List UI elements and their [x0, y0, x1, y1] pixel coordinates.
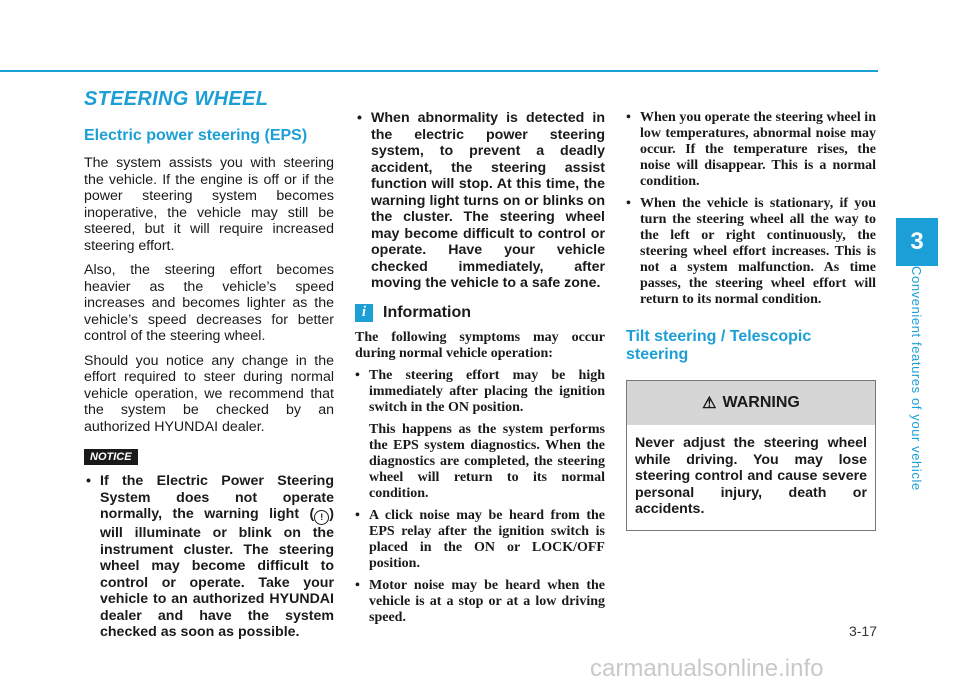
- information-list: [355, 368, 605, 626]
- warning-text: Never adjust the steering wheel while driving. You may lose steering control and cause severe personal injury, death or accidents.: [635, 435, 867, 517]
- chapter-title: Convenient features of your vehicle: [909, 266, 924, 491]
- notice-item-text-after: ) will illuminate or blink on the instrument cluster. The steering wheel may become difficult to control or operate. Take your vehicle to an authorized HYUNDAI dealer and have the system checked as soon as possible.: [100, 506, 334, 640]
- tilt-steering-subtitle: Tilt steering / Telescopic steering: [626, 328, 812, 363]
- eps-paragraph-2: Also, the steering effort becomes heavier as the vehicle’s speed increases and becomes lighter as the vehicle’s speed decreases for better control of the steering wheel.: [84, 262, 334, 344]
- information-item: [355, 368, 605, 502]
- information-icon: i: [355, 304, 373, 322]
- top-rule: [0, 70, 878, 72]
- eps-subtitle: Electric power steering (EPS): [84, 127, 308, 144]
- warning-header: [627, 381, 875, 425]
- warning-label: WARNING: [722, 394, 800, 411]
- information-item-extra: This happens as the system performs the EPS system diagnostics. When the diagnostics are completed, the steering wheel will return to its normal condition.: [369, 421, 605, 501]
- information-list-continued: [626, 110, 876, 308]
- column-2: [355, 110, 605, 632]
- information-item: • Motor noise may be heard when the vehicle is at a stop or at a low driving speed.: [355, 578, 605, 626]
- information-header: [355, 304, 605, 322]
- eps-paragraph-1: The system assists you with steering the vehicle. If the engine is off or if the power steering system becomes inoperative, the vehicle may still be steered, but it will require increased steering effort.: [84, 155, 334, 254]
- notice-list-continued: [355, 110, 605, 292]
- information-intro: The following symptoms may occur during normal vehicle operation:: [355, 329, 605, 361]
- column-1: [84, 82, 334, 647]
- information-item: • A click noise may be heard from the EPS relay after the ignition switch is placed in the ON or LOCK/OFF position.: [355, 508, 605, 572]
- information-item-text: The steering effort may be high immediately after placing the ignition switch in the ON position.: [369, 367, 605, 415]
- information-item: • When the vehicle is stationary, if you turn the steering wheel all the way to the left or right continuously, the steering wheel effort increases. This is not a system malfunction. As time passes, the steering wheel effort will return to its normal condition.: [626, 196, 876, 308]
- page-number: 3-17: [848, 623, 877, 639]
- column-3: [626, 110, 876, 531]
- notice-badge: NOTICE: [84, 449, 138, 465]
- chapter-tab: [896, 218, 938, 266]
- notice-list: [84, 473, 334, 641]
- chapter-number: 3: [910, 228, 924, 255]
- notice-item-text-before: If the Electric Power Steering System does not operate normally, the warning light (: [100, 473, 334, 522]
- information-title: Information: [383, 303, 471, 321]
- warning-box: [626, 380, 876, 531]
- eps-warning-light-icon: !: [314, 510, 329, 525]
- warning-triangle-icon: ⚠: [702, 395, 717, 412]
- section-title: STEERING WHEEL: [84, 88, 269, 110]
- notice-item: • When abnormality is detected in the electric power steering system, to prevent a deadly accident, the steering assist function will stop. At this time, the warning light turns on or blinks on the cluster. The steering wheel may become difficult to control or operate. Have your vehicle checked immediately, after moving the vehicle to a safe zone.: [355, 110, 605, 292]
- information-item: • When you operate the steering wheel in low temperatures, abnormal noise may occur. If the temperature rises, the noise will disappear. This is a normal condition.: [626, 110, 876, 190]
- eps-paragraph-3: Should you notice any change in the effort required to steer during normal vehicle operation, we recommend that the system be checked by an authorized HYUNDAI dealer.: [84, 352, 334, 435]
- notice-item: [84, 473, 334, 641]
- watermark: carmanualsonline.info: [590, 655, 824, 682]
